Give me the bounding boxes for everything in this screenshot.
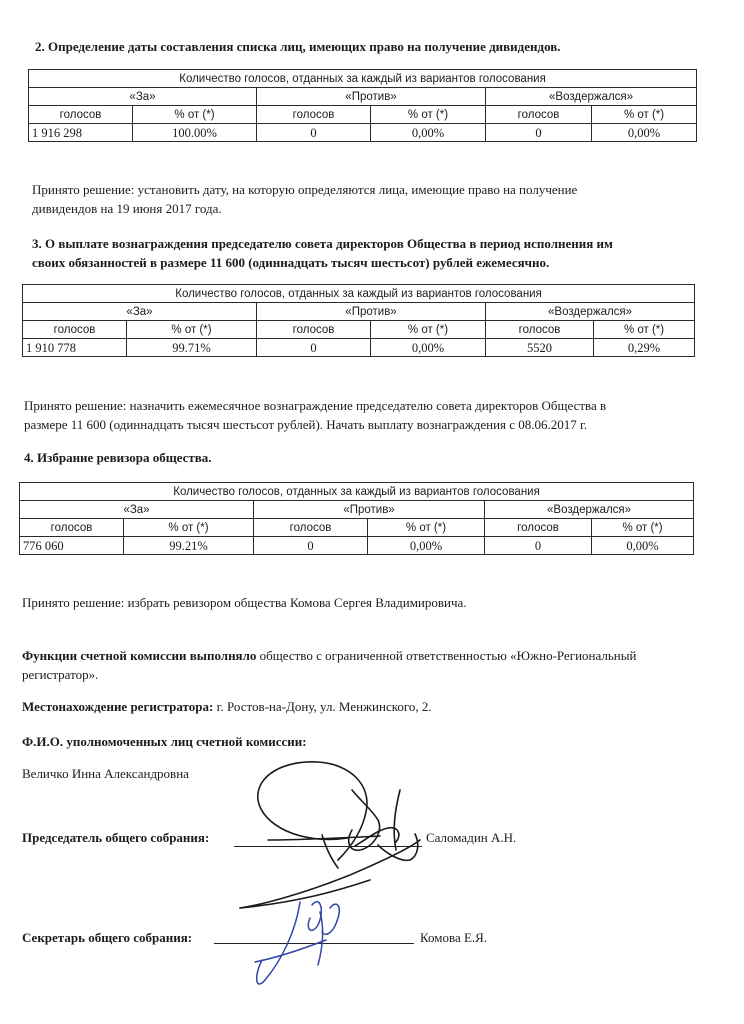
table-cell: 5520	[486, 339, 594, 357]
section-2-decision-line-1: Принято решение: установить дату, на которую определяются лица, имеющие право на получение	[32, 182, 578, 197]
table-cell: 0,00%	[371, 339, 486, 357]
section-3-heading-line-2: своих обязанностей в размере 11 600 (одиннадцать тысяч шестьсот) рублей ежемесячно.	[32, 255, 550, 270]
table-caption: Количество голосов, отданных за каждый из вариантов голосования	[20, 483, 694, 501]
commission-line-2: регистратор».	[22, 667, 99, 682]
table-cell: 0	[257, 124, 371, 142]
table-cell: 776 060	[20, 537, 124, 555]
table-cell: 0,00%	[368, 537, 485, 555]
table-caption: Количество голосов, отданных за каждый из вариантов голосования	[29, 70, 697, 88]
section-2-heading: 2. Определение даты составления списка лиц, имеющих право на получение дивидендов.	[35, 39, 561, 54]
section-3-heading-line-1: 3. О выплате вознаграждения председателю совета директоров Общества в период исполнения им	[32, 236, 613, 251]
column-header: % от (*)	[124, 519, 254, 537]
column-header: голосов	[254, 519, 368, 537]
option-for: «За»	[23, 303, 257, 321]
secretary-name: Комова Е.Я.	[420, 930, 488, 945]
column-header: % от (*)	[594, 321, 695, 339]
location-label: Местонахождение регистратора:	[22, 699, 214, 714]
table-cell: 0	[257, 339, 371, 357]
column-header: % от (*)	[592, 106, 697, 124]
column-header: голосов	[257, 106, 371, 124]
column-header: голосов	[29, 106, 133, 124]
location-value: г. Ростов-на-Дону, ул. Менжинского, 2.	[213, 699, 432, 714]
column-header: % от (*)	[371, 321, 486, 339]
column-header: голосов	[486, 106, 592, 124]
table-cell: 100.00%	[133, 124, 257, 142]
table-cell: 0,00%	[592, 124, 697, 142]
table-cell: 0,00%	[592, 537, 694, 555]
section-3-decision-line-1: Принято решение: назначить ежемесячное вознаграждение председателю совета директоров Общества в	[24, 398, 607, 413]
section-4-heading: 4. Избрание ревизора общества.	[24, 450, 212, 465]
column-header: голосов	[20, 519, 124, 537]
column-header: голосов	[257, 321, 371, 339]
option-against: «Против»	[257, 303, 486, 321]
option-abstain: «Воздержался»	[486, 303, 695, 321]
secretary-signature	[255, 902, 339, 984]
column-header: % от (*)	[127, 321, 257, 339]
column-header: голосов	[486, 321, 594, 339]
column-header: голосов	[23, 321, 127, 339]
option-abstain: «Воздержался»	[485, 501, 694, 519]
column-header: % от (*)	[368, 519, 485, 537]
table-cell: 0,29%	[594, 339, 695, 357]
option-for: «За»	[20, 501, 254, 519]
table-cell: 99.71%	[127, 339, 257, 357]
option-abstain: «Воздержался»	[486, 88, 697, 106]
section-4-decision: Принято решение: избрать ревизором общества Комова Сергея Владимировича.	[22, 595, 467, 610]
option-for: «За»	[29, 88, 257, 106]
column-header: % от (*)	[133, 106, 257, 124]
chair-name: Саломадин А.Н.	[426, 830, 517, 845]
commission-text: общество с ограниченной ответственностью «Южно-Региональный	[256, 648, 637, 663]
column-header: % от (*)	[371, 106, 486, 124]
option-against: «Против»	[254, 501, 485, 519]
section-2-decision-line-2: дивидендов на 19 июня 2017 года.	[32, 201, 222, 216]
chair-signature	[240, 762, 420, 908]
column-header: % от (*)	[592, 519, 694, 537]
chair-label: Председатель общего собрания:	[22, 830, 210, 845]
commission-person: Величко Инна Александровна	[22, 766, 189, 781]
table-cell: 0	[254, 537, 368, 555]
commission-label: Функции счетной комиссии выполняло	[22, 648, 257, 663]
column-header: голосов	[485, 519, 592, 537]
table-caption: Количество голосов, отданных за каждый из вариантов голосования	[23, 285, 695, 303]
commission-persons-label: Ф.И.О. уполномоченных лиц счетной комиссии:	[22, 734, 307, 749]
option-against: «Против»	[257, 88, 486, 106]
table-cell: 1 910 778	[23, 339, 127, 357]
secretary-label: Секретарь общего собрания:	[22, 930, 193, 945]
table-cell: 1 916 298	[29, 124, 133, 142]
table-cell: 0,00%	[371, 124, 486, 142]
table-cell: 0	[485, 537, 592, 555]
table-cell: 0	[486, 124, 592, 142]
section-3-decision-line-2: размере 11 600 (одиннадцать тысяч шестьсот рублей). Начать выплату вознаграждения с 08.06.2017 г.	[24, 417, 588, 432]
table-cell: 99.21%	[124, 537, 254, 555]
